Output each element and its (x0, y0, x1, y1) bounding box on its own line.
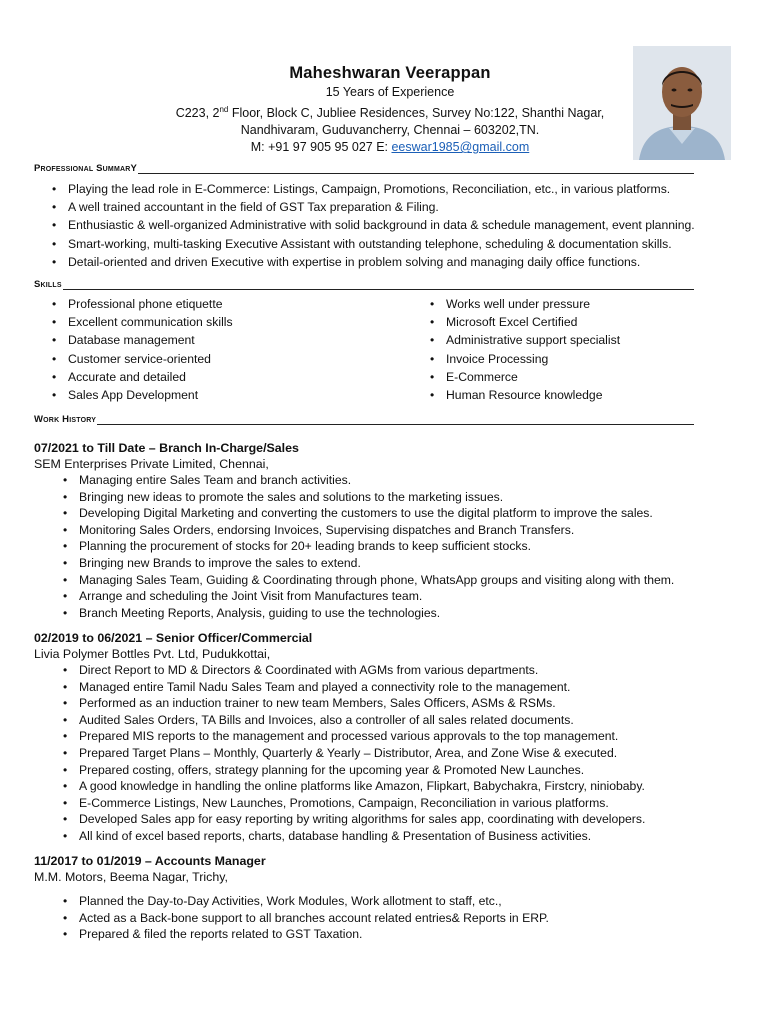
skill-item: • Professional phone etiquette (52, 295, 233, 313)
skill-item: • Invoice Processing (430, 350, 620, 368)
duty-item: • Managing Sales Team, Guiding & Coordinating through phone, WhatsApp groups and visiting along with them. (63, 572, 674, 589)
duty-item: • Developing Digital Marketing and converting the customers to use the digital platform to improve the sales. (63, 505, 674, 522)
skill-item: • Administrative support specialist (430, 331, 620, 349)
duty-item: • Managing entire Sales Team and branch activities. (63, 472, 674, 489)
skill-item: • Database management (52, 331, 233, 349)
job-company: SEM Enterprises Private Limited, Chennai, (34, 457, 269, 471)
duty-item: • All kind of excel based reports, charts, database handling & Presentation of Business activities. (63, 828, 645, 845)
job-heading: 11/2017 to 01/2019 – Accounts Manager (34, 854, 266, 868)
summary-list (52, 180, 695, 271)
duty-item: • Prepared & filed the reports related to GST Taxation. (63, 926, 549, 943)
duty-item: • Arrange and scheduling the Joint Visit from Manufactures team. (63, 588, 674, 605)
job-company: Livia Polymer Bottles Pvt. Ltd, Pudukkottai, (34, 647, 271, 661)
duty-item: • Monitoring Sales Orders, endorsing Invoices, Supervising dispatches and Branch Transfers. (63, 522, 674, 539)
duty-item: • Bringing new ideas to promote the sales and solutions to the marketing issues. (63, 489, 674, 506)
work-heading: Work History (34, 414, 694, 425)
job-heading: 02/2019 to 06/2021 – Senior Officer/Commercial (34, 631, 313, 645)
duty-item: • Managed entire Tamil Nadu Sales Team and played a connectivity role to the management. (63, 679, 645, 696)
duty-item: • Performed as an induction trainer to new team Members, Sales Officers, ASMs & RSMs. (63, 695, 645, 712)
skill-item: • Customer service-oriented (52, 350, 233, 368)
skill-item: • Human Resource knowledge (430, 386, 620, 404)
duty-item: • Branch Meeting Reports, Analysis, guiding to use the technologies. (63, 605, 674, 622)
summary-item: • Smart-working, multi-tasking Executive Assistant with outstanding telephone, scheduling & documentation skills. (52, 235, 695, 253)
resume-header (150, 62, 630, 156)
duty-item: • Developed Sales app for easy reporting by writing algorithms for sales app, coordinating with developers. (63, 811, 645, 828)
profile-photo (633, 46, 731, 160)
skill-item: • Accurate and detailed (52, 368, 233, 386)
skills-heading: Skills (34, 279, 694, 290)
summary-heading: Professional SummarY (34, 163, 694, 174)
summary-rule (138, 163, 694, 174)
address-line-1: C223, 2nd Floor, Block C, Jubliee Residences, Survey No:122, Shanthi Nagar, (175, 105, 605, 121)
skill-item: • Works well under pressure (430, 295, 620, 313)
contact-line (150, 139, 630, 156)
skill-item: • E-Commerce (430, 368, 620, 386)
duty-item: • Planned the Day-to-Day Activities, Work Modules, Work allotment to staff, etc., (63, 893, 549, 910)
experience-line: 15 Years of Experience (325, 85, 455, 99)
duty-item: • Planning the procurement of stocks for 20+ leading brands to keep sufficient stocks. (63, 538, 674, 555)
duty-item: • A good knowledge in handling the online platforms like Amazon, Flipkart, Babychakra, Firstcry, niniobaby. (63, 778, 645, 795)
summary-item: • Detail-oriented and driven Executive with expertise in problem solving and managing daily office functions. (52, 253, 695, 271)
skills-list-right (430, 295, 620, 404)
duty-item: • Direct Report to MD & Directors & Coordinated with AGMs from various departments. (63, 662, 645, 679)
job-duties-list (63, 893, 549, 943)
job-duties-list (63, 472, 674, 621)
job-company: M.M. Motors, Beema Nagar, Trichy, (34, 870, 228, 884)
work-rule (97, 414, 694, 425)
skill-item: • Excellent communication skills (52, 313, 233, 331)
job-heading: 07/2021 to Till Date – Branch In-Charge/Sales (34, 441, 299, 455)
duty-item: • Bringing new Brands to improve the sales to extend. (63, 555, 674, 572)
skills-list-left (52, 295, 233, 404)
summary-item: • Enthusiastic & well-organized Administrative with solid background in data & schedule management, event planning. (52, 216, 695, 234)
summary-item: • Playing the lead role in E-Commerce: Listings, Campaign, Promotions, Reconciliation, etc., in various platforms. (52, 180, 695, 198)
duty-item: • Acted as a Back-bone support to all branches account related entries& Reports in ERP. (63, 910, 549, 927)
phone-text: M: +91 97 905 95 027 E: (250, 140, 392, 155)
skill-item: • Microsoft Excel Certified (430, 313, 620, 331)
duty-item: • Audited Sales Orders, TA Bills and Invoices, also a controller of all sales related documents. (63, 712, 645, 729)
duty-item: • Prepared Target Plans – Monthly, Quarterly & Yearly – Distributor, Area, and Zone Wise & executed. (63, 745, 645, 762)
duty-item: • Prepared costing, offers, strategy planning for the upcoming year & Promoted New Launches. (63, 762, 645, 779)
job-duties-list (63, 662, 645, 845)
candidate-name: Maheshwaran Veerappan (289, 64, 491, 82)
address-line-2: Nandhivaram, Guduvancherry, Chennai – 603202,TN. (240, 123, 540, 138)
skills-rule (63, 279, 694, 290)
summary-item: • A well trained accountant in the field of GST Tax preparation & Filing. (52, 198, 695, 216)
skill-item: • Sales App Development (52, 386, 233, 404)
duty-item: • E-Commerce Listings, New Launches, Promotions, Campaign, Reconciliation in various platforms. (63, 795, 645, 812)
duty-item: • Prepared MIS reports to the management and processed various approvals to the top management. (63, 728, 645, 745)
email-link[interactable]: eeswar1985@gmail.com (391, 140, 530, 155)
